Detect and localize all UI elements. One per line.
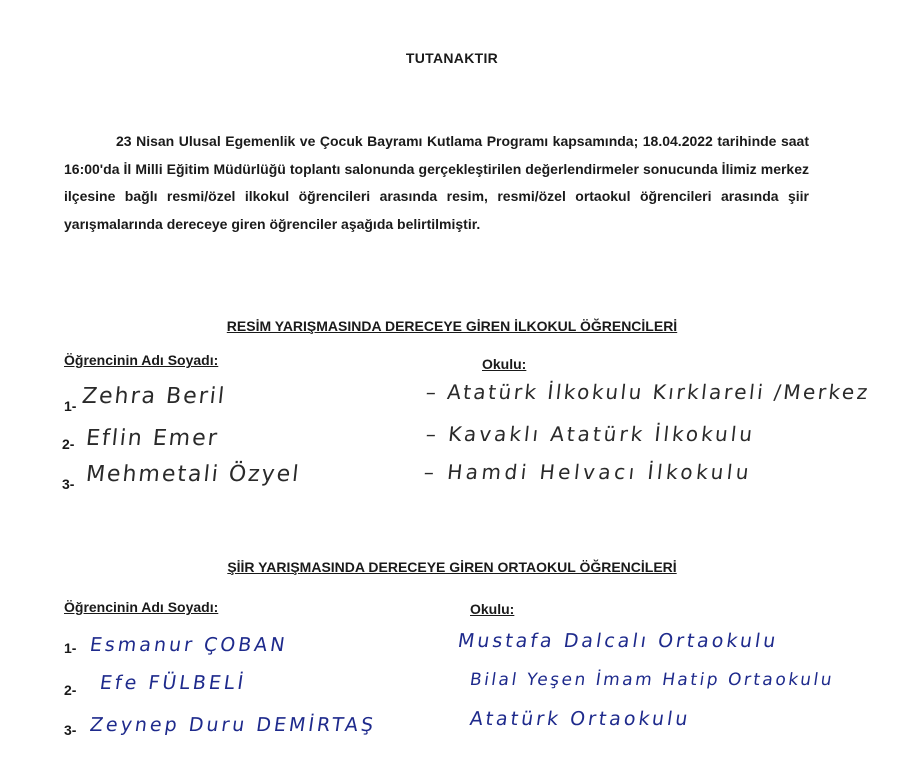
intro-text: 23 Nisan Ulusal Egemenlik ve Çocuk Bayramı Kutlama Programı kapsamında; 18.04.2022 tarihinde saat 16:00'da İl Milli Eğitim Müdürlüğü toplantı salonunda gerçekleştirilen değerlendirmeler sonucunda İlimiz merkez ilçesine bağlı resmi/özel ilkokul öğrencileri arasında resim, resmi/özel ortaokul öğrencileri arasında şiir yarışmalarında dereceye giren öğrenciler aşağıda belirtilmiştir. <box>64 133 809 232</box>
siir-row-3-num: 3- <box>64 722 77 738</box>
siir-row-1-school: Mustafa Dalcalı Ortaokulu <box>456 630 780 652</box>
siir-row-1-name: Esmanur ÇOBAN <box>88 634 290 656</box>
resim-row-3-num: 3- <box>62 476 75 492</box>
siir-col-name: Öğrencinin Adı Soyadı: <box>64 599 219 615</box>
siir-row-2-school: Bilal Yeşen İmam Hatip Ortaokulu <box>468 670 836 690</box>
siir-row-3-school: Atatürk Ortaokulu <box>468 708 692 730</box>
resim-section-title: RESİM YARIŞMASINDA DERECEYE GİREN İLKOKUL ÖĞRENCİLERİ <box>226 318 678 334</box>
resim-row-1-name: Zehra Beril <box>80 384 228 409</box>
siir-row-3-name: Zeynep Duru DEMİRTAŞ <box>88 714 378 736</box>
resim-row-3-name: Mehmetali Özyel <box>84 462 302 487</box>
resim-row-3-school: – Hamdi Helvacı İlkokulu <box>422 460 754 484</box>
resim-row-2-num: 2- <box>62 436 75 452</box>
siir-row-2-name: Efe FÜLBELİ <box>98 672 248 694</box>
resim-row-1-num: 1- <box>64 398 77 414</box>
siir-row-2-num: 2- <box>64 682 77 698</box>
document-title: TUTANAKTIR <box>405 50 499 66</box>
siir-row-1-num: 1- <box>64 640 77 656</box>
intro-paragraph <box>64 128 809 238</box>
resim-row-2-name: Eflin Emer <box>84 426 221 451</box>
resim-col-name: Öğrencinin Adı Soyadı: <box>64 352 219 368</box>
resim-row-2-school: – Kavaklı Atatürk İlkokulu <box>424 422 757 446</box>
siir-col-school: Okulu: <box>470 601 515 617</box>
resim-row-1-school: – Atatürk İlkokulu Kırklareli /Merkez <box>424 380 872 404</box>
resim-col-school: Okulu: <box>482 356 527 372</box>
siir-section-title: ŞİİR YARIŞMASINDA DERECEYE GİREN ORTAOKUL ÖĞRENCİLERİ <box>227 559 677 575</box>
